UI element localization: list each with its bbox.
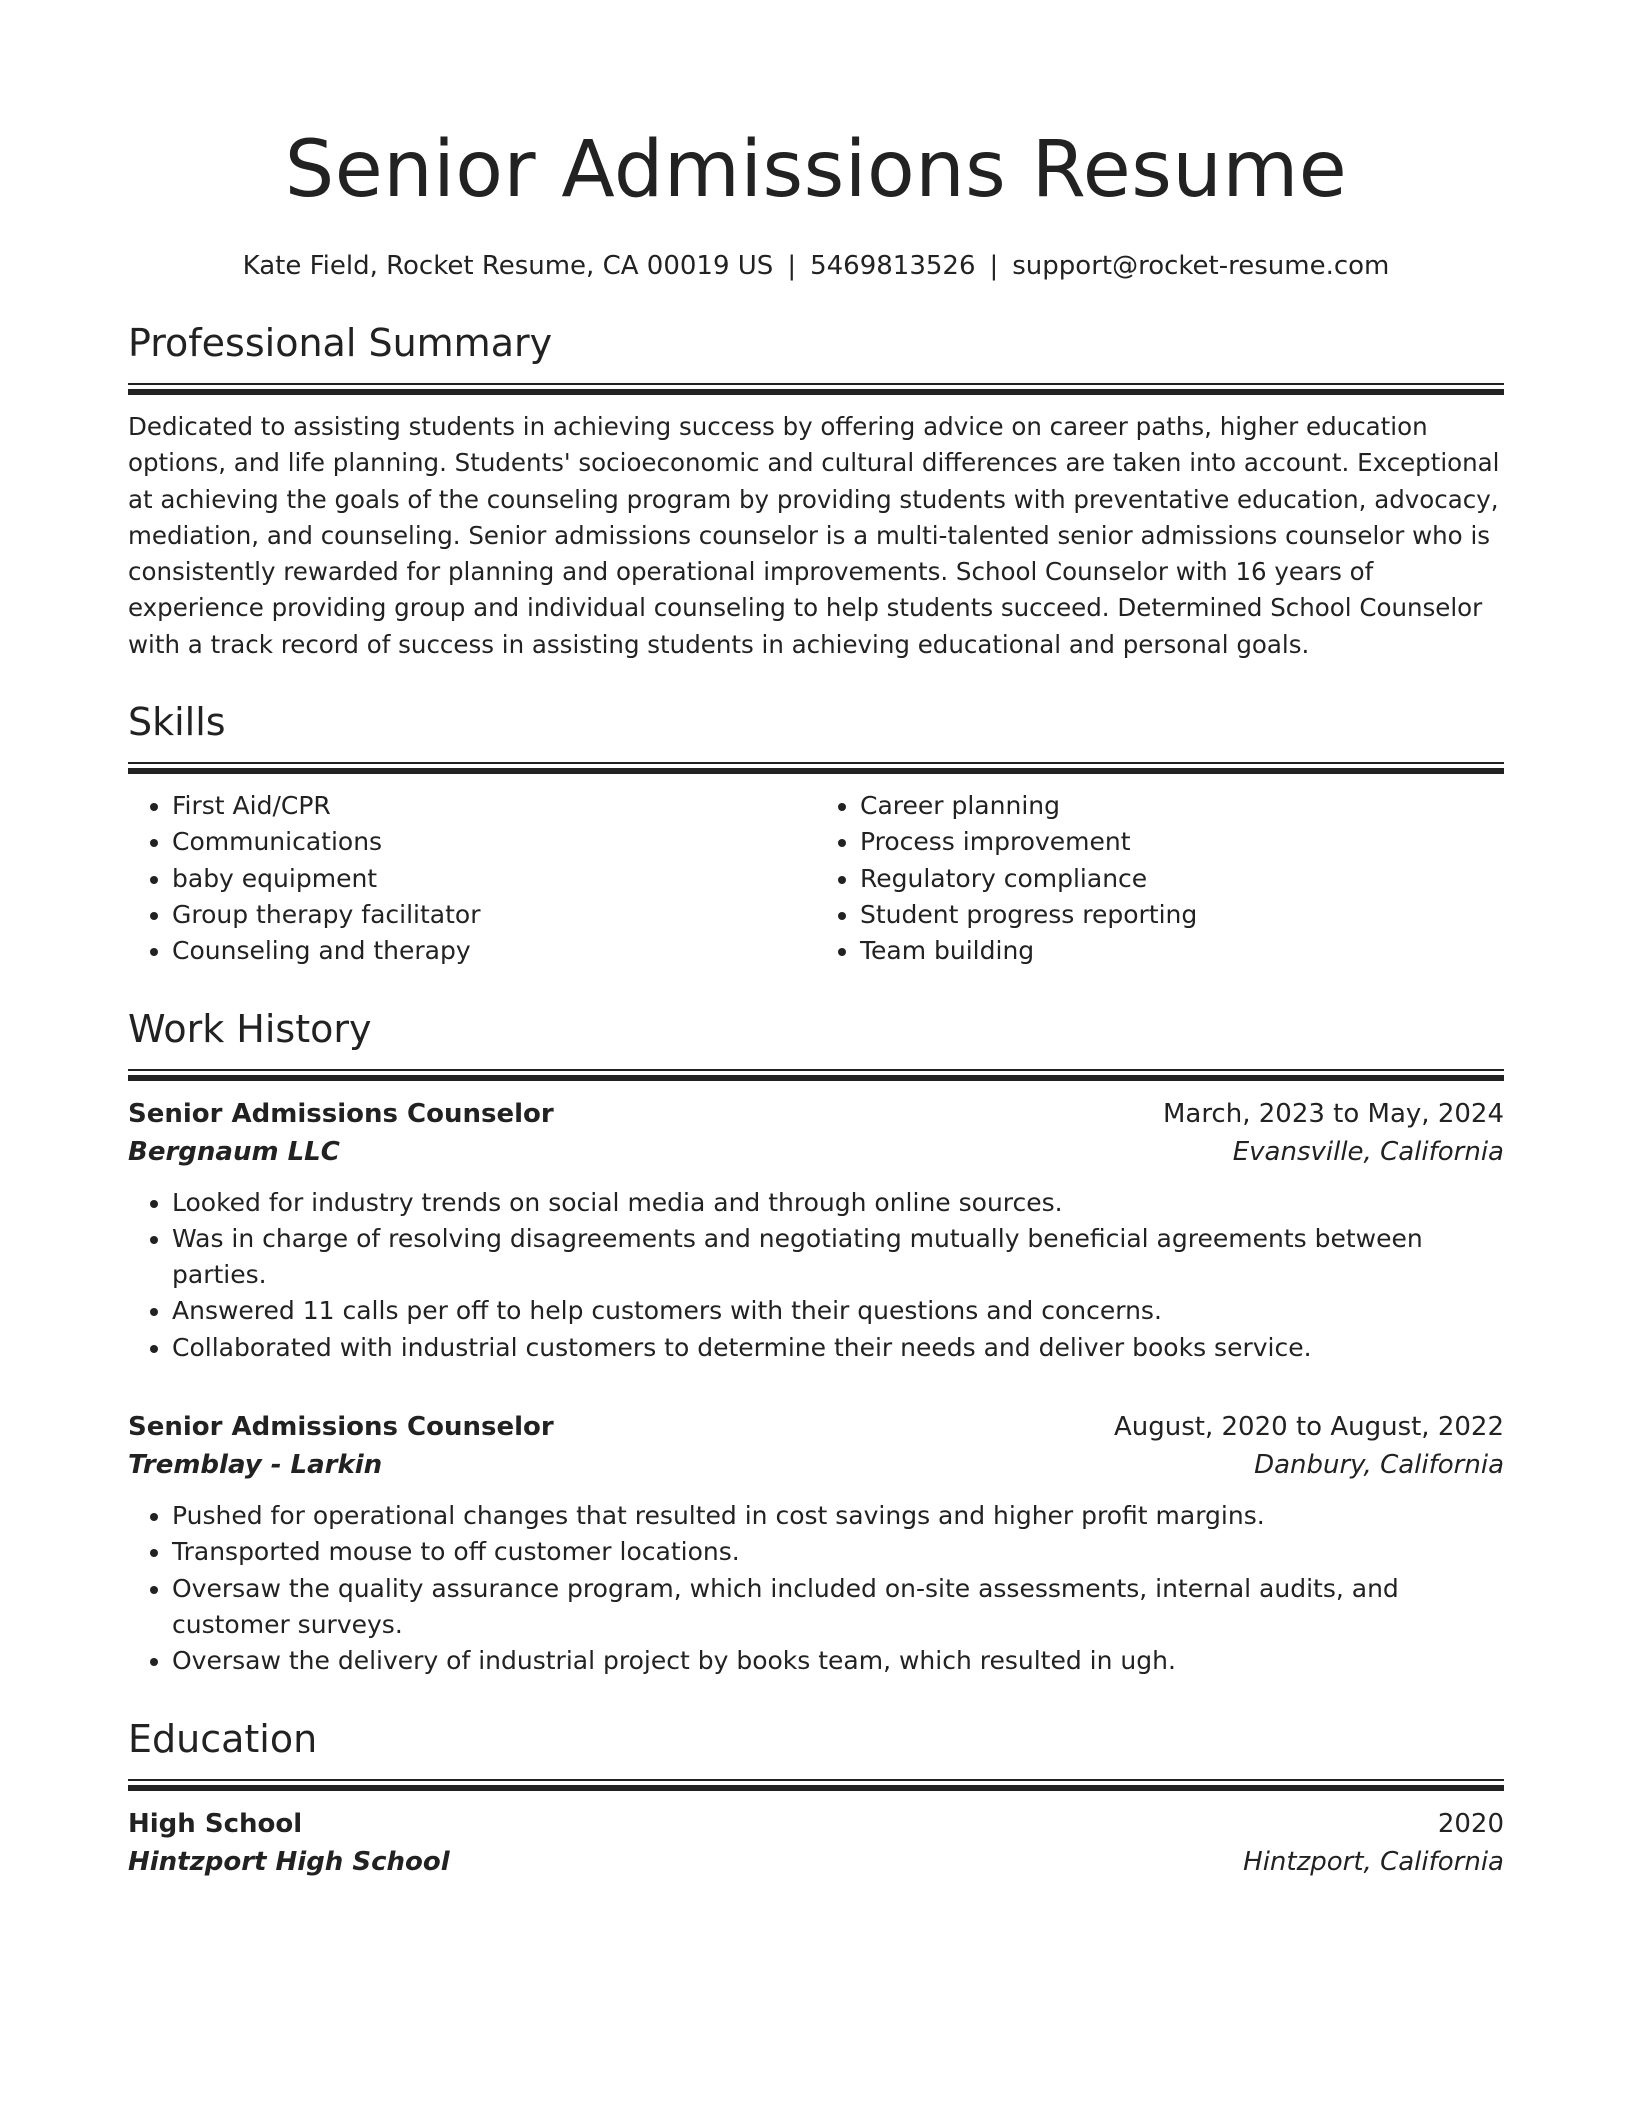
education-subheader [128, 1843, 1504, 1881]
job-header [128, 1408, 1504, 1446]
job-bullet: • Collaborated with industrial customers to determine their needs and deliver books service. [172, 1330, 1504, 1366]
education-degree: High School [128, 1808, 303, 1839]
job-bullet: • Oversaw the quality assurance program, which included on-site assessments, internal audits, and customer surveys. [172, 1571, 1504, 1644]
contact-phone: 5469813526 [810, 251, 976, 281]
job-bullets [128, 1498, 1504, 1679]
job-bullets [128, 1185, 1504, 1366]
contact-separator: | [787, 251, 797, 281]
job-entry [128, 1095, 1504, 1366]
summary-text: Dedicated to assisting students in achieving success by offering advice on career paths, higher education options, and life planning. Students' socioeconomic and cultural differences are taken into account. Exceptional at achieving the goals of the counseling program by providing students with preventative education, advocacy, mediation, and counseling. Senior admissions counselor is a multi-talented senior admissions counselor who is consistently rewarded for planning and operational improvements. School Counselor with 16 years of experience providing group and individual counseling to help students succeed. Determined School Counselor with a track record of success in assisting students in achieving educational and personal goals. [128, 412, 1500, 659]
contact-address: Kate Field, Rocket Resume, CA 00019 US [242, 251, 774, 281]
education-header [128, 1805, 1504, 1843]
skills-column-left [128, 788, 816, 969]
section-divider [128, 1069, 1504, 1081]
job-dates: August, 2020 to August, 2022 [1114, 1412, 1504, 1443]
contact-line [128, 248, 1504, 284]
education-entry [128, 1805, 1504, 1881]
skill-item: • First Aid/CPR [172, 788, 816, 824]
skill-item: • Career planning [860, 788, 1504, 824]
skills-list [128, 788, 1504, 969]
job-bullet: • Looked for industry trends on social media and through online sources. [172, 1185, 1504, 1221]
skill-item: • Regulatory compliance [860, 861, 1504, 897]
section-professional-summary [128, 318, 1504, 663]
section-heading-summary: Professional Summary [128, 321, 553, 365]
job-bullet: • Transported mouse to off customer locations. [172, 1534, 1504, 1570]
job-location: Evansville, California [1232, 1136, 1504, 1167]
section-work-history [128, 1004, 1504, 1680]
section-divider [128, 383, 1504, 395]
section-divider [128, 1779, 1504, 1791]
section-heading-education: Education [128, 1716, 318, 1761]
contact-separator: | [989, 251, 999, 281]
education-location: Hintzport, California [1243, 1846, 1504, 1877]
skill-item: • Counseling and therapy [172, 933, 816, 969]
job-subheader [128, 1133, 1504, 1171]
skill-item: • Process improvement [860, 824, 1504, 860]
job-header [128, 1095, 1504, 1133]
job-company: Bergnaum LLC [128, 1136, 340, 1167]
job-title: Senior Admissions Counselor [128, 1412, 554, 1443]
section-heading-skills: Skills [128, 700, 226, 745]
section-heading-work: Work History [128, 1006, 372, 1051]
skill-item: • Student progress reporting [860, 897, 1504, 933]
skills-column-right [816, 788, 1504, 969]
skill-item: • Group therapy facilitator [172, 897, 816, 933]
job-location: Danbury, California [1254, 1450, 1504, 1481]
job-subheader [128, 1446, 1504, 1484]
job-bullet: • Oversaw the delivery of industrial project by books team, which resulted in ugh. [172, 1643, 1504, 1679]
contact-email: support@rocket-resume.com [1012, 251, 1390, 281]
skill-item: • baby equipment [172, 861, 816, 897]
job-bullet: • Answered 11 calls per off to help customers with their questions and concerns. [172, 1293, 1504, 1329]
job-bullet: • Was in charge of resolving disagreements and negotiating mutually beneficial agreements between parties. [172, 1221, 1504, 1294]
section-skills [128, 697, 1504, 969]
resume-title: Senior Admissions Resume [284, 125, 1348, 215]
job-title: Senior Admissions Counselor [128, 1098, 554, 1129]
skill-item: • Team building [860, 933, 1504, 969]
job-entry [128, 1408, 1504, 1679]
job-dates: March, 2023 to May, 2024 [1162, 1098, 1504, 1129]
skill-item: • Communications [172, 824, 816, 860]
job-bullet: • Pushed for operational changes that resulted in cost savings and higher profit margins. [172, 1498, 1504, 1534]
section-education [128, 1714, 1504, 1881]
job-company: Tremblay - Larkin [128, 1450, 383, 1481]
section-divider [128, 762, 1504, 774]
education-school: Hintzport High School [128, 1846, 450, 1877]
education-year: 2020 [1437, 1808, 1504, 1839]
